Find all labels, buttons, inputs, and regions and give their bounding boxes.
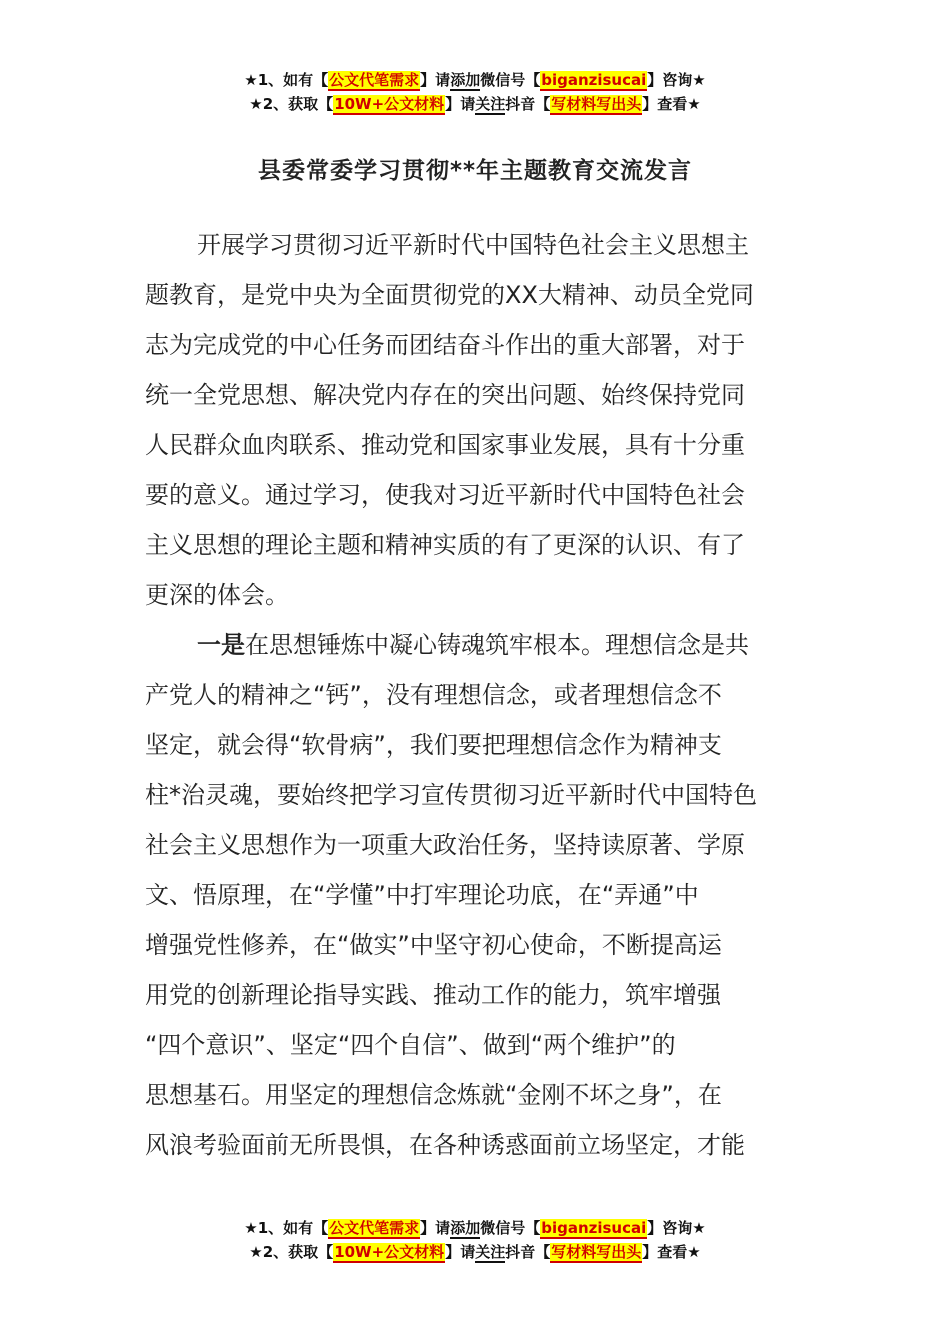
- text-line: [145, 620, 805, 670]
- promo-underlined-text: 关注: [475, 95, 506, 113]
- promo-highlight: 公文代笔需求: [329, 1219, 420, 1237]
- promo-line-2: [0, 92, 950, 116]
- text-line: 题教育，是党中央为全面贯彻党的XX大精神、动员全党同: [145, 281, 754, 309]
- paragraph-intro: [145, 220, 805, 620]
- text-line: 要的意义。通过学习，使我对习近平新时代中国特色社会: [145, 481, 745, 509]
- text-line: “四个意识”、坚定“四个自信”、做到“两个维护”的: [145, 1031, 676, 1059]
- promo-text: ★1、如有【: [244, 1219, 329, 1237]
- text-line: 坚定，就会得“软骨病”，我们要把理想信念作为精神支: [145, 731, 722, 759]
- promo-text: ★2、获取【: [249, 95, 334, 113]
- promo-underlined-text: 添加: [450, 71, 481, 89]
- promo-text: ★1、如有【: [244, 71, 329, 89]
- promo-text: 】查看★: [642, 1243, 701, 1261]
- promo-highlight: 10W+公文材料: [334, 1243, 445, 1261]
- text-line: 风浪考验面前无所畏惧，在各种诱惑面前立场坚定，才能: [145, 1131, 745, 1159]
- text-line: 社会主义思想作为一项重大政治任务，坚持读原著、学原: [145, 831, 745, 859]
- text-line: 更深的体会。: [145, 581, 289, 609]
- paragraph-point-one: [145, 620, 805, 1170]
- promo-text: 】咨询★: [647, 71, 706, 89]
- text-line: 增强党性修养，在“做实”中坚守初心使命，不断提高运: [145, 931, 722, 959]
- text-line: 开展学习贯彻习近平新时代中国特色社会主义思想主: [197, 231, 749, 259]
- wechat-id-highlight: biganzisucai: [541, 71, 647, 89]
- promo-line-2: [0, 1240, 950, 1264]
- promo-text: ★2、获取【: [249, 1243, 334, 1261]
- promo-text: 】请: [445, 95, 476, 113]
- promo-banner-top: [0, 68, 950, 116]
- promo-banner-bottom: [0, 1216, 950, 1264]
- text-line: 柱*治灵魂，要始终把学习宣传贯彻习近平新时代中国特色: [145, 781, 757, 809]
- wechat-id-highlight: biganzisucai: [541, 1219, 647, 1237]
- text-line: 主义思想的理论主题和精神实质的有了更深的认识、有了: [145, 531, 745, 559]
- promo-highlight: 10W+公文材料: [334, 95, 445, 113]
- text-line: 人民群众血肉联系、推动党和国家事业发展，具有十分重: [145, 431, 745, 459]
- text-line: 思想基石。用坚定的理想信念炼就“金刚不坏之身”，在: [145, 1081, 722, 1109]
- promo-underlined-text: 添加: [450, 1219, 481, 1237]
- text-line: 志为完成党的中心任务而团结奋斗作出的重大部署，对于: [145, 331, 745, 359]
- text-line: 用党的创新理论指导实践、推动工作的能力，筑牢增强: [145, 981, 721, 1009]
- document-title: 县委常委学习贯彻**年主题教育交流发言: [257, 158, 693, 184]
- point-lead: 一是: [197, 631, 245, 659]
- promo-text: 抖音【: [505, 95, 551, 113]
- text-line: 产党人的精神之“钙”，没有理想信念，或者理想信念不: [145, 681, 722, 709]
- douyin-id-highlight: 写材料写出头: [551, 95, 642, 113]
- text-line: 文、悟原理，在“学懂”中打牢理论功底，在“弄通”中: [145, 881, 699, 909]
- promo-text: 抖音【: [505, 1243, 551, 1261]
- promo-highlight: 公文代笔需求: [329, 71, 420, 89]
- promo-text: 微信号【: [480, 1219, 541, 1237]
- promo-text: 】咨询★: [647, 1219, 706, 1237]
- douyin-id-highlight: 写材料写出头: [551, 1243, 642, 1261]
- point-heading-text: 在思想锤炼中凝心铸魂筑牢根本。理想信念是共: [245, 631, 749, 659]
- promo-underlined-text: 关注: [475, 1243, 506, 1261]
- text-line: 统一全党思想、解决党内存在的突出问题、始终保持党同: [145, 381, 745, 409]
- promo-text: 】请: [420, 1219, 451, 1237]
- promo-line-1: [0, 1216, 950, 1240]
- promo-text: 】查看★: [642, 95, 701, 113]
- promo-line-1: [0, 68, 950, 92]
- promo-text: 微信号【: [480, 71, 541, 89]
- promo-text: 】请: [420, 71, 451, 89]
- promo-text: 】请: [445, 1243, 476, 1261]
